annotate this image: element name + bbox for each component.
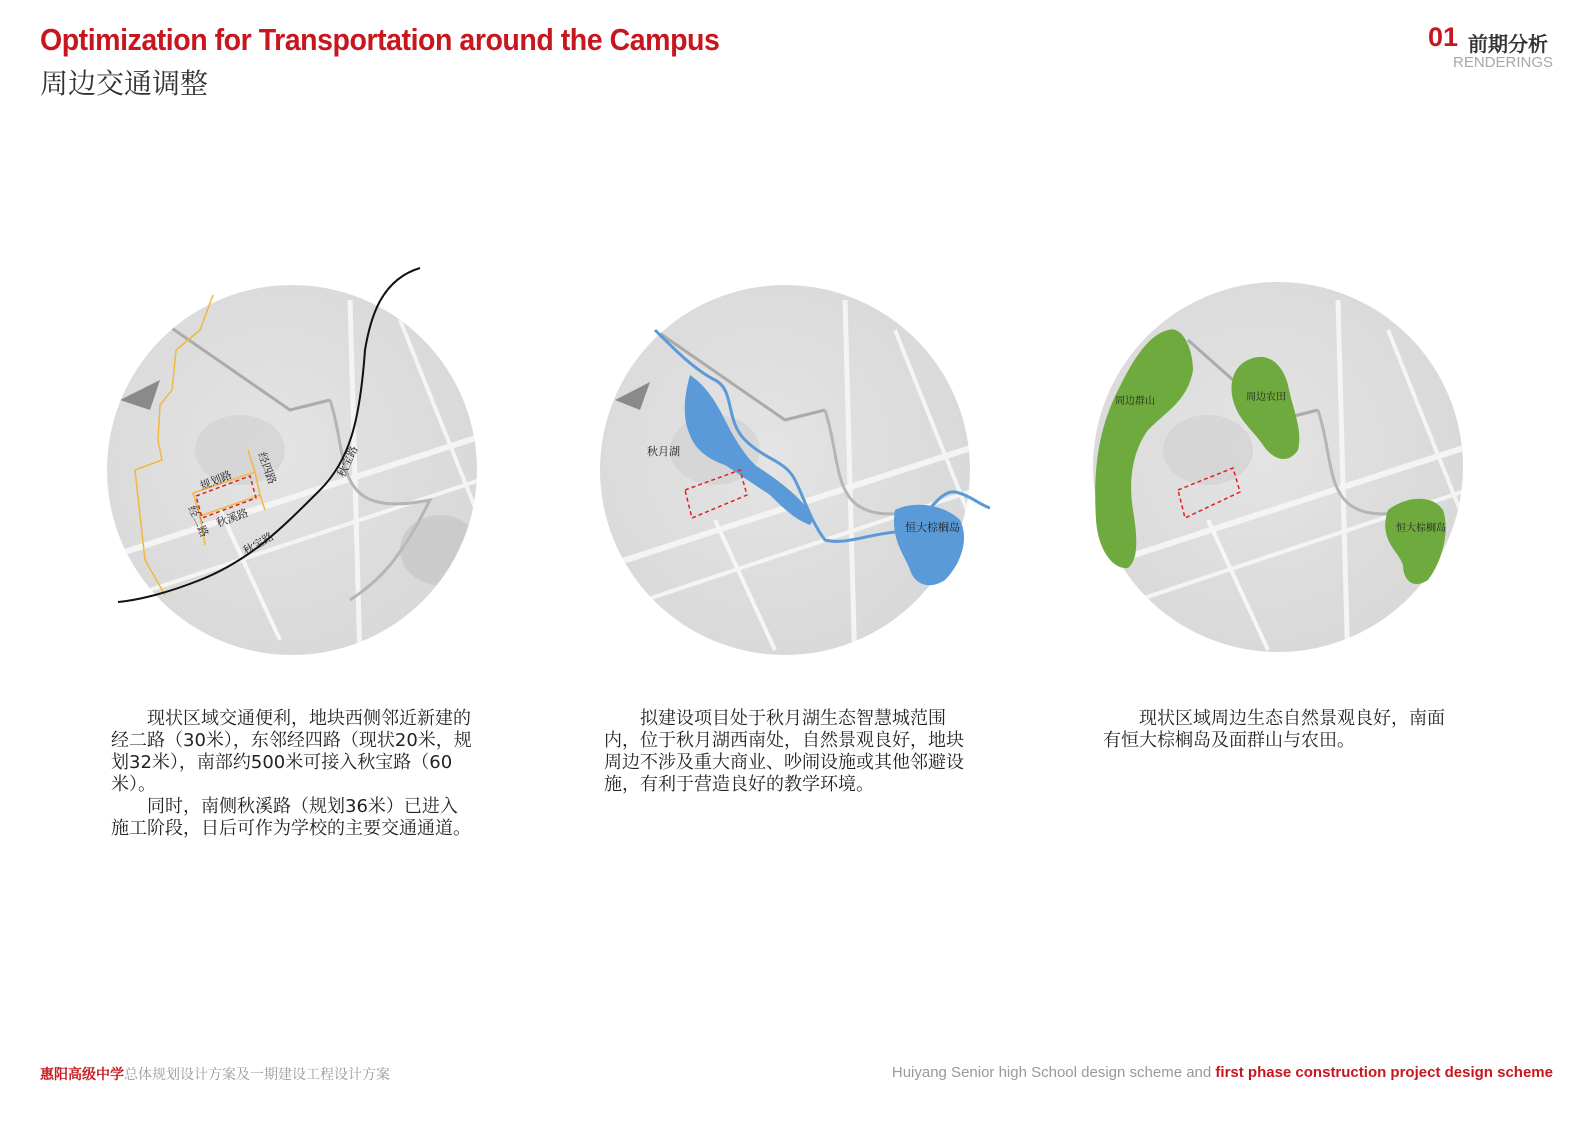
label-jinger-road: 经二路 — [185, 503, 212, 540]
label-guihua-road: 规划路 — [198, 468, 234, 493]
footer-scheme-en-accent: first phase construction project design scheme — [1215, 1064, 1553, 1081]
map-base — [107, 285, 477, 655]
page-title-en: Optimization for Transportation around the Campus — [40, 22, 720, 57]
green-description — [1103, 708, 1451, 752]
label-qiuxi-road: 秋溪路 — [214, 506, 251, 530]
map-base — [600, 285, 970, 655]
label-hengda-island: 恒大棕榈岛 — [905, 521, 960, 534]
label-surrounding-farmland: 周边农田 — [1246, 392, 1286, 403]
water-map — [595, 270, 995, 670]
green-description-p1: 现状区域周边生态自然景观良好，南面有恒大棕榈岛及面群山与农田。 — [1103, 708, 1445, 751]
label-surrounding-mountains: 周边群山 — [1115, 396, 1155, 407]
traffic-description-p2: 同时，南侧秋溪路（规划36米）已进入施工阶段，日后可作为学校的主要交通通道。 — [111, 796, 471, 839]
footer-scheme-cn: 总体规划设计方案及一期建设工程设计方案 — [124, 1067, 390, 1083]
traffic-description-p1: 现状区域交通便利，地块西侧邻近新建的经二路（30米），东邻经四路（现状20米，规划32米），南部约500米可接入秋宝路（60米）。 — [111, 708, 472, 795]
footer-right — [892, 1064, 1553, 1081]
section-subtitle: RENDERINGS — [1452, 54, 1553, 71]
footer-school-name: 惠阳高级中学 — [40, 1067, 124, 1083]
traffic-description — [111, 708, 473, 840]
footer-left — [40, 1064, 390, 1084]
section-title: 前期分析 — [1468, 32, 1548, 56]
water-description-p1: 拟建设项目处于秋月湖生态智慧城范围内，位于秋月湖西南处，自然景观良好，地块周边不涉及重大商业、吵闹设施或其他邻避设施，有利于营造良好的教学环境。 — [604, 708, 964, 795]
section-number: 01 — [1428, 22, 1459, 52]
footer-scheme-en: Huiyang Senior high School design scheme and — [891, 1064, 1216, 1081]
water-description — [604, 708, 966, 796]
label-hengda-island: 恒大棕榈岛 — [1396, 523, 1446, 534]
label-qiubao-road-sw: 秋宝路 — [241, 529, 277, 558]
label-jingsi-road: 经四路 — [255, 450, 279, 487]
green-map — [1088, 270, 1488, 670]
label-qiuyue-lake: 秋月湖 — [647, 445, 680, 458]
page-title-cn: 周边交通调整 — [40, 67, 209, 100]
label-qiubao-road-ne: 秋宝路 — [334, 443, 361, 480]
traffic-map — [100, 260, 500, 660]
